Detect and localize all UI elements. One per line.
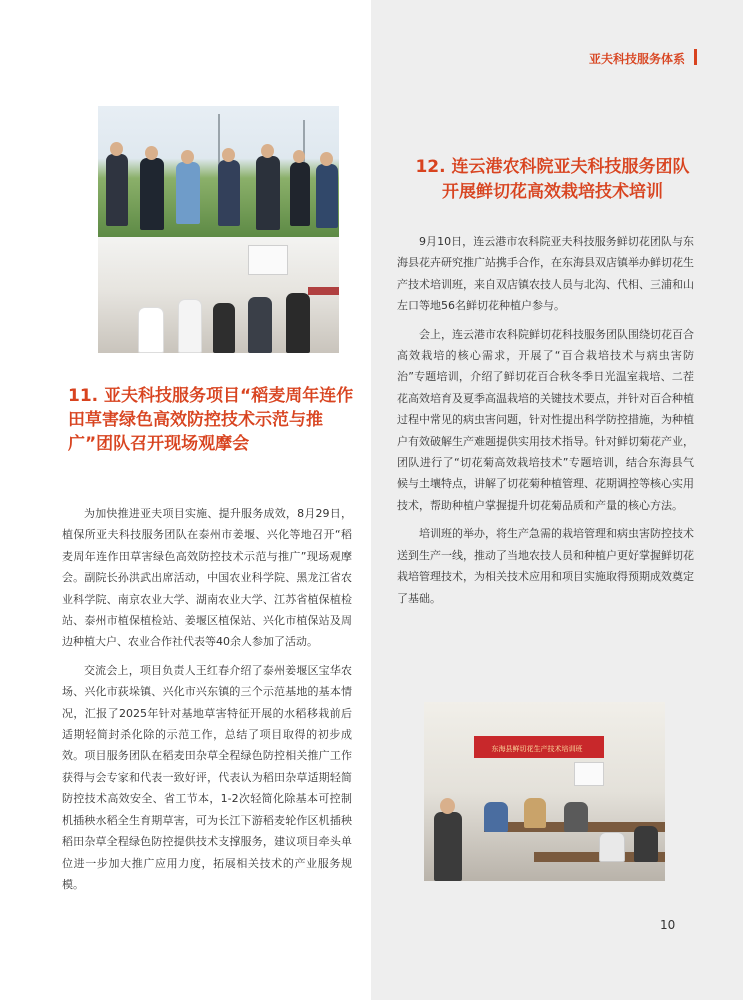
article-12-title-line1: 12. 连云港农科院亚夫科技服务团队 bbox=[415, 157, 690, 177]
article-11-paragraph: 交流会上，项目负责人王红春介绍了泰州姜堰区宝华农场、兴化市荻垛镇、兴化市兴东镇的三个示范基地的基本情况，汇报了2025年针对基地草害特征开展的水稻移栽前后适期轻简封杀化除的示范工作，总结了项目取得的初步成效。项目服务团队在稻麦田杂草全程绿色防控相关推广工作获得与会专家和代表一致好评，代表认为稻田杂草适期轻简防控技术高效安全、省工节本，1-2次轻简化除基本可控制机插秧水稻全生育期草害，可为长江下游稻麦轮作区机插秧稻田杂草全程绿色防控提供技术支撑服务，建议项目牵头单位进一步加大推广应用力度，拓展相关技术的产业服务规模。 bbox=[62, 663, 352, 891]
person-head bbox=[293, 150, 305, 163]
section-label-bar bbox=[694, 49, 697, 65]
attendee bbox=[213, 303, 235, 353]
person-head bbox=[110, 142, 123, 156]
attendee bbox=[564, 802, 588, 832]
article-11-paragraph: 为加快推进亚夫项目实施、提升服务成效，8月29日，植保所亚夫科技服务团队在泰州市姜堰、兴化等地召开“稻麦周年连作田草害绿色高效防控技术示范与推广”现场观摩会。副院长孙洪武出席活动，中国农业科学院、黑龙江省农业科学院、南京农业大学、湖南农业大学、江苏省植保植检站、泰州市植保植检站、姜堰区植保站、兴化市植保站及周边种植大户、农业合作社代表等40余人参加了活动。 bbox=[62, 507, 352, 649]
article-12-paragraph: 培训班的举办，将生产急需的栽培管理和病虫害防控技术送到生产一线，推动了当地农技人员和种植户更好掌握鲜切花栽培管理技术，为相关技术应用和项目实施取得预期成效奠定了基础。 bbox=[397, 527, 694, 605]
person-head bbox=[181, 150, 194, 164]
article-12-body bbox=[397, 231, 694, 609]
person bbox=[176, 162, 200, 224]
meeting-photo bbox=[98, 237, 339, 353]
attendee-head bbox=[440, 798, 455, 814]
article-11-title: 11. 亚夫科技服务项目“稻麦周年连作田草害绿色高效防控技术示范与推广”团队召开现场观摩会 bbox=[68, 386, 354, 454]
article-12-title-line2: 开展鲜切花高效栽培技术培训 bbox=[442, 182, 663, 202]
person bbox=[140, 158, 164, 230]
article-12-paragraph: 9月10日，连云港市农科院亚夫科技服务鲜切花团队与东海县花卉研究推广站携手合作，在东海县双店镇举办鲜切花生产技术培训班，来自双店镇农技人员与北沟、代相、三浦和山左口等地56名鲜切花种植户参与。 bbox=[397, 235, 694, 313]
red-table-cloth bbox=[308, 287, 339, 295]
attendee bbox=[634, 826, 658, 862]
person bbox=[218, 160, 240, 226]
projection-screen bbox=[574, 762, 604, 786]
person-head bbox=[145, 146, 158, 160]
attendee bbox=[178, 299, 202, 353]
attendee bbox=[599, 832, 625, 862]
person-head bbox=[222, 148, 235, 162]
attendee bbox=[286, 293, 310, 353]
field-visit-photo bbox=[98, 106, 339, 237]
page-number: 10 bbox=[660, 918, 676, 932]
person bbox=[106, 154, 128, 226]
attendee bbox=[484, 802, 508, 832]
article-11-body bbox=[62, 503, 352, 895]
attendee bbox=[138, 307, 164, 353]
power-pylon bbox=[218, 114, 220, 166]
person bbox=[256, 156, 280, 230]
person bbox=[290, 162, 310, 226]
article-12-paragraph: 会上，连云港市农科院鲜切花科技服务团队围绕切花百合高效栽培的核心需求，开展了“百合栽培技术与病虫害防治”专题培训，介绍了鲜切花百合秋冬季日光温室栽培、二茬花高效培育及夏季高温栽培的关键技术要点，并针对百合种植过程中常见的病虫害问题，针对性提出科学防控措施，为种植户有效破解生产难题提供实用技术指导。针对鲜切菊花产业，团队进行了“切花菊高效栽培技术”专题培训，结合东海县气候与土壤特点，讲解了切花菊种植管理、花期调控等核心实用技术，帮助种植户掌握提升切花菊品质和产量的核心方法。 bbox=[397, 327, 694, 512]
person-head bbox=[320, 152, 333, 166]
person bbox=[316, 164, 338, 228]
attendee bbox=[248, 297, 272, 353]
section-label: 亚夫科技服务体系 bbox=[588, 52, 685, 66]
training-banner-text: 东海县鲜切花生产技术培训班 bbox=[491, 745, 583, 753]
attendee bbox=[524, 798, 546, 828]
attendee bbox=[434, 812, 462, 881]
training-photo bbox=[424, 702, 665, 881]
person-head bbox=[261, 144, 274, 158]
projection-screen bbox=[248, 245, 288, 275]
article-12-title bbox=[380, 155, 725, 205]
